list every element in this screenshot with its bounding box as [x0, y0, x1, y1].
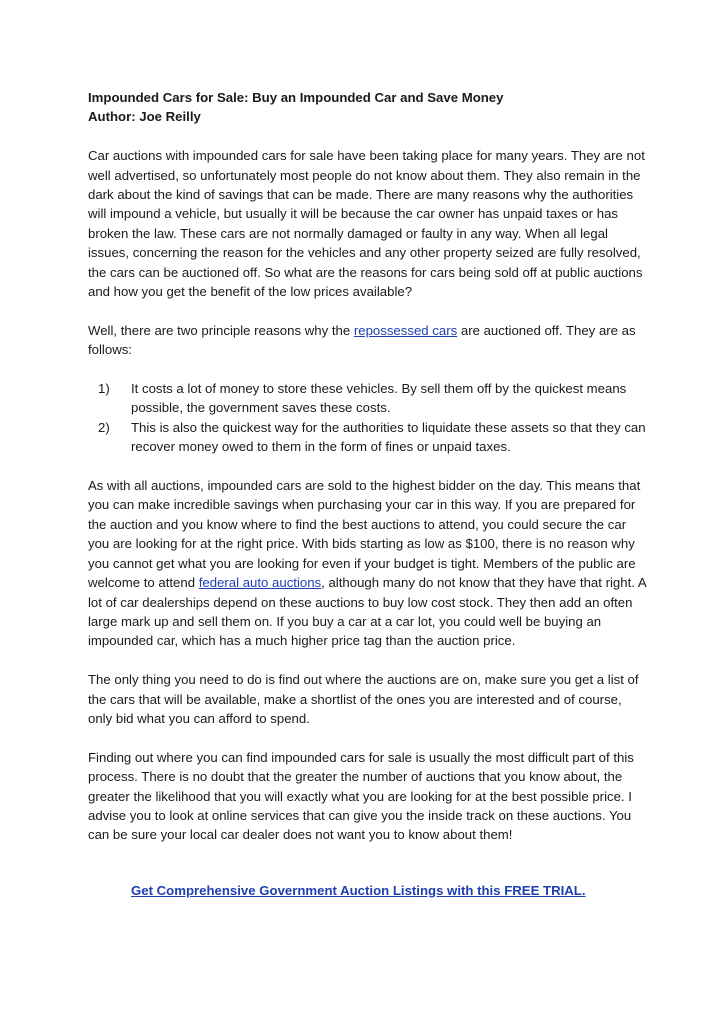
intro-paragraph: Car auctions with impounded cars for sale have been taking place for many years. They are not well advertised, so unfortunately most people do not know about them. They also remain in the dark about the kind of savings that can be made. There are many reasons why the authorities will impound a vehicle, but usually it will be because the car owner has unpaid taxes or has broken the law. These cars are not normally damaged or faulty in any way. When all legal issues, concerning the reason for the vehicles and any other property seized are fully resolved, the cars can be auctioned off. So what are the reasons for cars being sold off at public auctions and how you get the benefit of the low prices available? [88, 148, 645, 300]
list-item-number: 2) [98, 419, 110, 435]
auctions-paragraph [88, 476, 648, 651]
free-trial-link[interactable]: Get Comprehensive Government Auction Listings with this FREE TRIAL. [131, 882, 586, 898]
auctions-text-after: , although many do not know that they have that right. A lot of car dealerships depend on these auctions to buy low cost stock. They then add an often large mark up and sell them on. If you buy a car at a car lot, you could well be buying an impounded car, which has a much higher price tag than the auction price. [88, 575, 646, 649]
reasons-intro-text-after: are auctioned off. They are as follows: [88, 322, 636, 358]
reasons-list [88, 379, 648, 457]
list-item [88, 418, 648, 457]
list-item-text: It costs a lot of money to store these vehicles. By sell them off by the quickest means possible, the government saves these costs. [131, 381, 627, 416]
article-title: Impounded Cars for Sale: Buy an Impounded Car and Save Money [88, 90, 504, 105]
list-item [88, 379, 648, 418]
article-header [88, 88, 648, 127]
cta-container [88, 881, 648, 900]
advice-paragraph: The only thing you need to do is find out where the auctions are on, make sure you get a list of the cars that will be available, make a shortlist of the ones you are interested and of course, only bid what you can afford to spend. [88, 672, 639, 726]
list-item-number: 1) [98, 381, 110, 397]
article-author: Author: Joe Reilly [88, 109, 201, 125]
list-item-text: This is also the quickest way for the authorities to liquidate these assets so that they can recover money owed to them in the form of fines or unpaid taxes. [131, 419, 646, 455]
auctions-text-before: As with all auctions, impounded cars are sold to the highest bidder on the day. This means that you can make incredible savings when purchasing your car in this way. If you are prepared for the auction and you know where to find the best auctions to attend, you could secure the car you are looking for at the right price. With bids starting as low as $100, there is no reason why you cannot get what you are looking for even if your budget is tight. Members of the public are welcome to attend [88, 478, 641, 591]
reasons-intro-text-before: Well, there are two principle reasons why the [88, 322, 354, 338]
reasons-intro-paragraph [88, 321, 648, 360]
document-page [88, 88, 648, 900]
repossessed-cars-link[interactable]: repossessed cars [353, 322, 458, 338]
conclusion-paragraph: Finding out where you can find impounded cars for sale is usually the most difficult part of this process. There is no doubt that the greater the number of auctions that you know about, the greater the likelihood that you will exactly what you are looking for at the best possible price. I advise you to look at online services that can give you the inside track on these auctions. You can be sure your local car dealer does not want you to know about them! [88, 749, 634, 843]
federal-auto-auctions-link[interactable]: federal auto auctions [198, 575, 322, 591]
